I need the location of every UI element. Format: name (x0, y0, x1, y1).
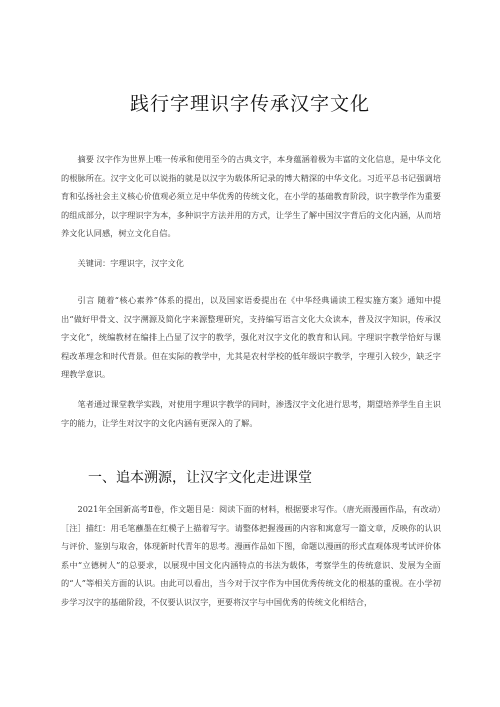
section-body-paragraph: 2021年全国新高考Ⅱ卷，作文题目是：阅读下面的材料，根据要求写作。（唐光雨漫画作品，有改动）［注］描红：用毛笔蘸墨在红模子上描着写字。请整体把握漫画的内容和寓意写一篇文章，反映你的认识与评价、鉴别与取舍，体现新时代青年的思考。漫画作品如下图，命题以漫画的形式直观体现考试评价体系中“立德树人”的总要求，以展现中国文化内涵特点的书法为载体，考察学生的传统意识、发展为全面的“人”等相关方面的认识。由此可以看出，当今对于汉字作为中国优秀传统文化的根基的重视。在小学初步学习汉字的基础阶段，不仅要认识汉字，更要将汉字与中国优秀的传统文化相结合， (61, 504, 441, 607)
intro-paragraph: 引言 随着“核心素养”体系的提出，以及国家语委提出在《中华经典诵读工程实施方案》通知中提出“做好甲骨文、汉字溯源及简化字来源整理研究，支持编写语言文化大众读本，普及汉字知识，传承汉字文化”，统编教材在编排上凸显了汉字的教学，强化对汉字文化的教育和认同。字理识字教学恰好与课程改革理念和时代背景。但在实际的教学中，尤其是农村学校的低年级识字教学，字理引入较少，缺乏字理教学意识。 (61, 295, 441, 380)
section-heading: 一、追本溯源，让汉字文化走进课堂 (88, 470, 312, 486)
page-title: 践行字理识字传承汉字文化 (129, 93, 370, 115)
abstract-paragraph: 摘要 汉字作为世界上唯一传承和使用至今的古典文字，本身蕴涵着极为丰富的文化信息，是中华文化的根脉所在。汉字文化可以说指的就是以汉字为载体所记录的博大精深的中华文化。习近平总书记强调培育和弘扬社会主义核心价值观必须立足中华优秀的传统文化，在小学的基础教育阶段，识字教学作为重要的组成部分，以字理识字为本，多种识字方法并用的方式，让学生了解中国汉字背后的文化内涵，从而培养文化认同感，树立文化自信。 (61, 154, 441, 239)
keywords-paragraph: 关键词：字理识字，汉字文化 (77, 258, 184, 268)
author-note-paragraph: 笔者通过课堂教学实践，对使用字理识字教学的同时，渗透汉字文化进行思考，期望培养学生自主识字的能力，让学生对汉字的文化内涵有更深入的了解。 (61, 399, 441, 428)
